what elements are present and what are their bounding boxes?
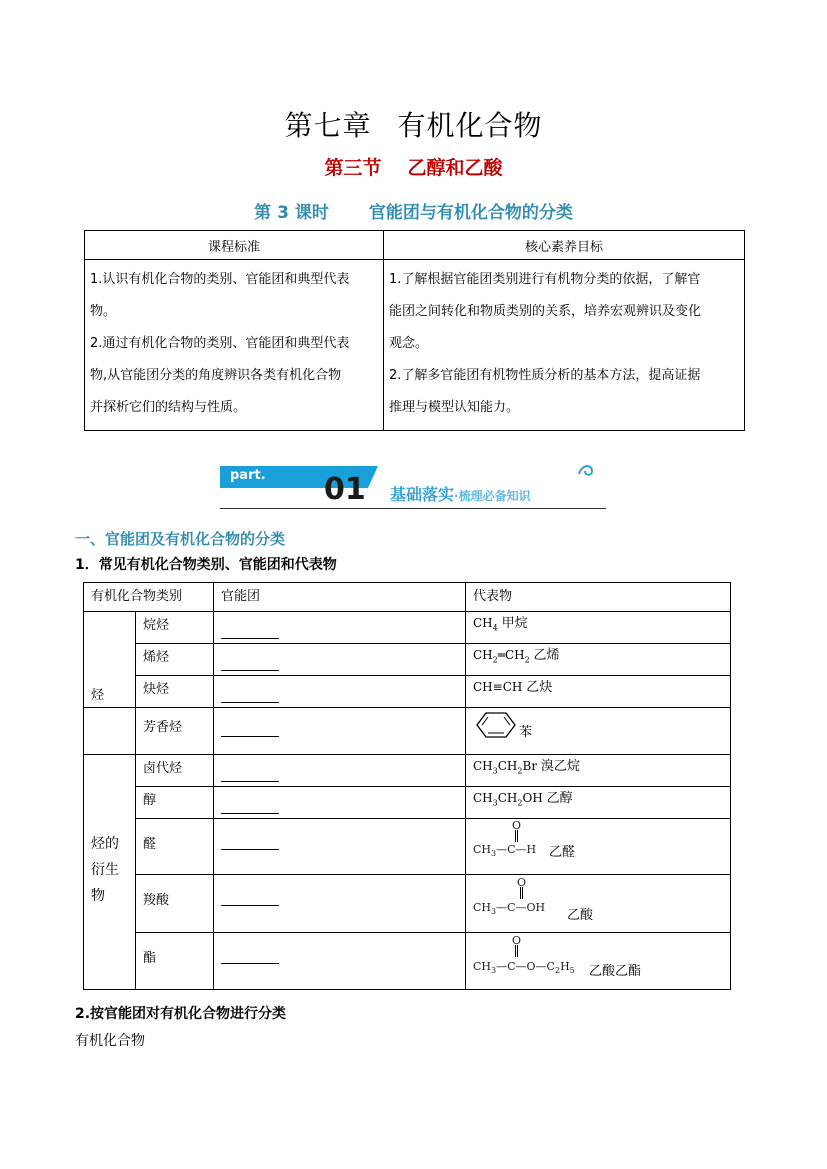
section-heading: 一、官能团及有机化合物的分类 [75,530,286,548]
part-number: 01 [324,472,366,507]
group-cell-top [84,755,136,787]
part-banner [220,462,610,514]
category-cell: 炔烃 [136,676,214,708]
example-cell: O $CH_3—C—H$ 乙醛 [466,819,731,875]
category-cell: 醇 [136,787,214,819]
functional-group-blank [214,644,466,676]
functional-group-blank [214,676,466,708]
category-cell: 卤代烃 [136,755,214,787]
example-cell: $CH_3CH_2OH$ 乙醇 [466,787,731,819]
header-category: 有机化合物类别 [84,583,214,612]
banner-underline [220,508,606,509]
group-derivative: 烃的 衍生 物 [84,819,136,990]
section2-text: 有机化合物 [75,1033,145,1049]
swirl-icon [576,462,602,480]
example-cell: O $CH_3—C—O—C_2H_5$ 乙酸乙酯 [466,933,731,990]
banner-title: 基础落实·梳理必备知识 [390,485,531,504]
category-cell: 芳香烃 [136,708,214,755]
standards-header: 课程标准 [85,231,384,260]
example-cell: O $CH_3—C—OH$ 乙酸 [466,875,731,933]
functional-group-blank [214,755,466,787]
category-cell: 羧酸 [136,875,214,933]
banner-bar-tip [368,466,378,488]
group-cell-mid [84,787,136,819]
example-cell: $CH_2═CH_2$ 乙烯 [466,644,731,676]
functional-group-blank [214,787,466,819]
header-example: 代表物 [466,583,731,612]
sub-heading: 1．常见有机化合物类别、官能团和代表物 [75,557,337,573]
goals-header: 核心素养目标 [384,231,745,260]
group-hydrocarbon: 烃 [84,644,136,708]
benzene-ring-icon [473,710,519,740]
example-cell: 苯 [466,708,731,755]
section-title: 第三节 乙醇和乙酸 [324,157,503,179]
category-cell: 酯 [136,933,214,990]
category-cell: 烯烃 [136,644,214,676]
goals-cell: 1.了解根据官能团类别进行有机物分类的依据，了解官 能团之间转化和物质类别的关系，培养宏观辨识及变化 观念。 2.了解多官能团有机物性质分析的基本方法，提高证据 推理与模型认知能力。 [384,260,745,431]
part-label: part. [230,468,266,483]
example-cell: $CH_4$ 甲烷 [466,612,731,644]
standards-cell: 1.认识有机化合物的类别、官能团和典型代表 物。 2.通过有机化合物的类别、官能团和典型代表 物,从官能团分类的角度辨识各类有机化合物 并探析它们的结构与性质。 [85,260,384,431]
section2-heading: 2.按官能团对有机化合物进行分类 [75,1006,287,1022]
functional-group-blank [214,612,466,644]
header-functional-group: 官能团 [214,583,466,612]
functional-group-blank [214,875,466,933]
group-cell-top [84,612,136,644]
category-cell: 烷烃 [136,612,214,644]
classification-table [83,582,731,990]
example-cell: CH≡CH 乙炔 [466,676,731,708]
group-cell-aromatic [84,708,136,755]
standards-table [84,230,745,431]
functional-group-blank [214,819,466,875]
chapter-title: 第七章 有机化合物 [284,109,543,142]
lesson-title: 第 3 课时 官能团与有机化合物的分类 [254,203,573,223]
functional-group-blank [214,708,466,755]
category-cell: 醛 [136,819,214,875]
example-cell: $CH_3CH_2Br$ 溴乙烷 [466,755,731,787]
functional-group-blank [214,933,466,990]
